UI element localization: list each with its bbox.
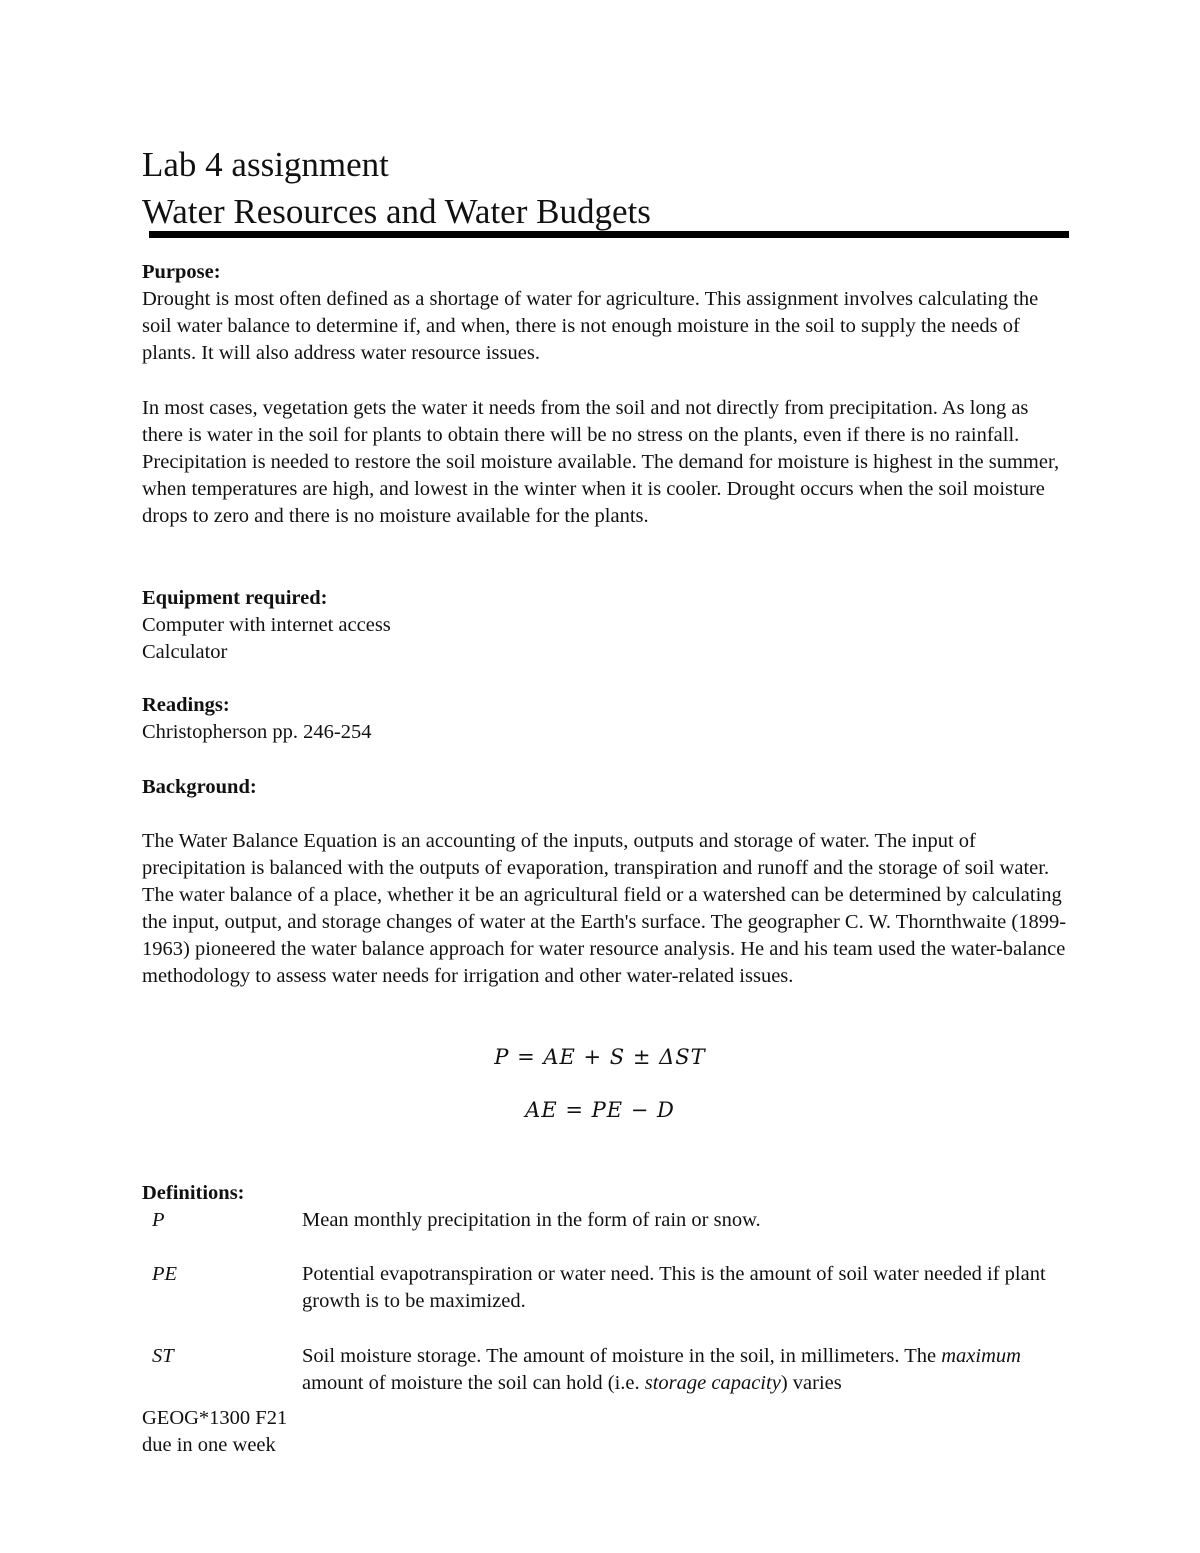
definition-term: PE bbox=[152, 1263, 178, 1285]
footer-course-code: GEOG*1300 F21 bbox=[142, 1407, 288, 1429]
definition-text: Mean monthly precipitation in the form of rain or snow. bbox=[302, 1209, 761, 1231]
background-section bbox=[142, 828, 1067, 990]
title-divider bbox=[149, 231, 1069, 238]
purpose-section bbox=[142, 259, 1067, 367]
definitions-heading-block bbox=[142, 1180, 1067, 1207]
definition-text: Potential evapotranspiration or water need. This is the amount of soil water needed if plant growth is to be maximized. bbox=[302, 1263, 1046, 1312]
equipment-item: Calculator bbox=[142, 641, 228, 663]
purpose-heading: Purpose: bbox=[142, 261, 221, 283]
background-heading-block bbox=[142, 774, 1067, 801]
document-title: Lab 4 assignment bbox=[142, 145, 389, 184]
readings-text: Christopherson pp. 246-254 bbox=[142, 721, 372, 743]
definition-term: P bbox=[152, 1209, 165, 1231]
readings-section bbox=[142, 692, 1067, 746]
definitions-heading: Definitions: bbox=[142, 1182, 245, 1204]
definition-text-part: ) varies bbox=[780, 1372, 842, 1394]
equipment-section bbox=[142, 585, 1067, 666]
definition-text-part: Soil moisture storage. The amount of moisture in the soil, in millimeters. The bbox=[302, 1345, 942, 1367]
purpose-paragraph-2-block bbox=[142, 395, 1067, 530]
purpose-paragraph-2: In most cases, vegetation gets the water it needs from the soil and not directly from precipitation. As long as there is water in the soil for plants to obtain there will be no stress on the plants, even if there is no rainfall. Precipitation is needed to restore the soil moisture available. The demand for moisture is highest in the summer, when temperatures are high, and lowest in the winter when it is cooler. Drought occurs when the soil moisture drops to zero and there is no moisture available for the plants. bbox=[142, 397, 1060, 527]
equipment-item: Computer with internet access bbox=[142, 614, 391, 636]
actual-evapotranspiration-equation: AE = PE − D bbox=[525, 1098, 675, 1122]
document-subtitle: Water Resources and Water Budgets bbox=[142, 192, 651, 231]
background-paragraph: The Water Balance Equation is an accounting of the inputs, outputs and storage of water. The input of precipitation is balanced with the outputs of evaporation, transpiration and runoff and the storage of soil water. The water balance of a place, whether it be an agricultural field or a watershed can be determined by calculating the input, output, and storage changes of water at the Earth's surface. The geographer C. W. Thornthwaite (1899-1963) pioneered the water balance approach for water resource analysis. He and his team used the water-balance methodology to assess water needs for irrigation and other water-related issues. bbox=[142, 830, 1067, 987]
water-balance-equation: P = AE + S ± ΔST bbox=[494, 1045, 706, 1069]
readings-heading: Readings: bbox=[142, 694, 230, 716]
definition-term: ST bbox=[152, 1345, 174, 1367]
equipment-heading: Equipment required: bbox=[142, 587, 328, 609]
definition-text-part: amount of moisture the soil can hold (i.e. bbox=[302, 1372, 645, 1394]
background-heading: Background: bbox=[142, 776, 257, 798]
definition-emphasis: maximum bbox=[941, 1345, 1021, 1367]
footer-due-note: due in one week bbox=[142, 1434, 276, 1456]
definition-emphasis: storage capacity bbox=[644, 1372, 781, 1394]
purpose-paragraph-1: Drought is most often defined as a shortage of water for agriculture. This assignment involves calculating the soil water balance to determine if, and when, there is not enough moisture in the soil to supply the needs of plants. It will also address water resource issues. bbox=[142, 288, 1039, 364]
page-footer bbox=[142, 1405, 287, 1459]
definition-text bbox=[302, 1343, 1067, 1397]
